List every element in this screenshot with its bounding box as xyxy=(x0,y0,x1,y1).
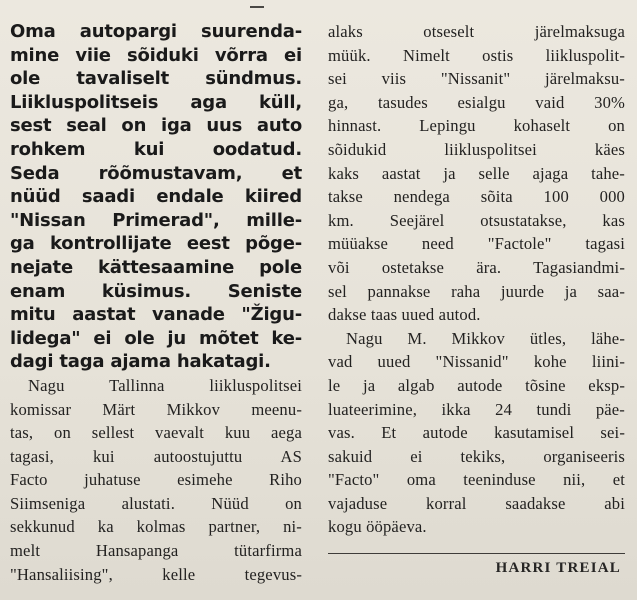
lead-line: nejate kättesaamine pole xyxy=(10,256,302,278)
body-line: vad uued "Nissanid" kohe liini- xyxy=(328,352,625,372)
author-byline: HARRI TREIAL xyxy=(495,560,621,576)
lead-paragraph xyxy=(10,20,302,374)
lead-line: "Nissan Primerad", mille- xyxy=(10,209,302,231)
body-paragraph-2 xyxy=(328,327,625,539)
body-line: Nagu Tallinna liikluspolitsei xyxy=(28,375,302,395)
lead-line: ga kontrollijate eest põge- xyxy=(10,233,302,255)
lead-line: sest seal on iga uus auto xyxy=(10,115,302,137)
lead-line: Oma autopargi suurenda- xyxy=(10,21,302,42)
body-line: melt Hansapanga tütarfirma xyxy=(10,541,302,561)
lead-line: Seda rõõmustavam, et xyxy=(10,162,302,184)
body-line: dakse taas uued autod. xyxy=(328,305,481,325)
body-line: vajaduse korral saadakse abi xyxy=(328,493,625,513)
body-line: kogu ööpäeva. xyxy=(328,517,427,537)
body-line: sei viis "Nissanit" järelmaksu- xyxy=(328,69,625,89)
body-line: tas, on sellest vaevalt kuu aega xyxy=(10,423,302,443)
body-line: le ja algab autode tõsine eksp- xyxy=(328,375,625,395)
body-line: "Hansaliising", kelle tegevus- xyxy=(10,564,302,584)
body-line: Siimseniga alustati. Nüüd on xyxy=(10,493,302,513)
body-line: või ostetakse ära. Tagasiandmi- xyxy=(328,257,625,277)
body-line: sekkunud ka kolmas partner, ni- xyxy=(10,517,302,537)
body-line: ga, tasudes esialgu vaid 30% xyxy=(328,92,625,112)
body-line: luateerimine, ikka 24 tundi päe- xyxy=(328,399,625,419)
body-line: vas. Et autode kasutamisel sei- xyxy=(328,423,625,443)
lead-line: Liikluspolitseis aga küll, xyxy=(10,91,302,113)
lead-line: enam küsimus. Seniste xyxy=(10,280,302,302)
body-line: sel pannakse raha juurde ja saa- xyxy=(328,281,625,301)
left-column xyxy=(10,20,302,586)
lead-line: mitu aastat vanade "Žigu- xyxy=(10,304,302,326)
body-line: müük. Nimelt ostis liikluspolit- xyxy=(328,45,625,65)
body-line: takse nendega sõita 100 000 xyxy=(328,187,625,207)
body-line: Facto juhatuse esimehe Riho xyxy=(10,470,302,490)
body-line: Nagu M. Mikkov ütles, lähe- xyxy=(346,328,625,348)
body-line: "Facto" oma teeninduse nii, et xyxy=(328,470,625,490)
lead-line: nüüd saadi endale kiired xyxy=(10,186,302,208)
body-line: sõidukid liikluspolitsei käes xyxy=(328,139,625,159)
column-top-mark xyxy=(250,0,264,8)
body-paragraph-1 xyxy=(10,374,302,586)
body-line: km. Seejärel otsustatakse, kas xyxy=(328,210,625,230)
body-line: tagasi, kui autoostujuttu AS xyxy=(10,446,302,466)
byline-rule xyxy=(328,553,625,554)
body-line: alaks otseselt järelmaksuga xyxy=(328,22,625,41)
body-line: kaks aastat ja selle ajaga tahe- xyxy=(328,163,625,183)
body-line: sakuid ei tekiks, organiseeris xyxy=(328,446,625,466)
lead-line: dagi taga ajama hakatagi. xyxy=(10,351,271,373)
body-paragraph-1-continued xyxy=(328,20,625,327)
right-column xyxy=(328,20,625,539)
body-line: komissar Märt Mikkov meenu- xyxy=(10,399,302,419)
lead-line: mine viie sõiduki võrra ei xyxy=(10,44,302,66)
body-line: hinnast. Lepingu kohaselt on xyxy=(328,116,625,136)
lead-line: lidega" ei ole ju mõtet ke- xyxy=(10,327,302,349)
lead-line: ole tavaliselt sündmus. xyxy=(10,68,302,90)
lead-line: rohkem kui oodatud. xyxy=(10,138,302,160)
body-line: müüakse need "Factole" tagasi xyxy=(328,234,625,254)
